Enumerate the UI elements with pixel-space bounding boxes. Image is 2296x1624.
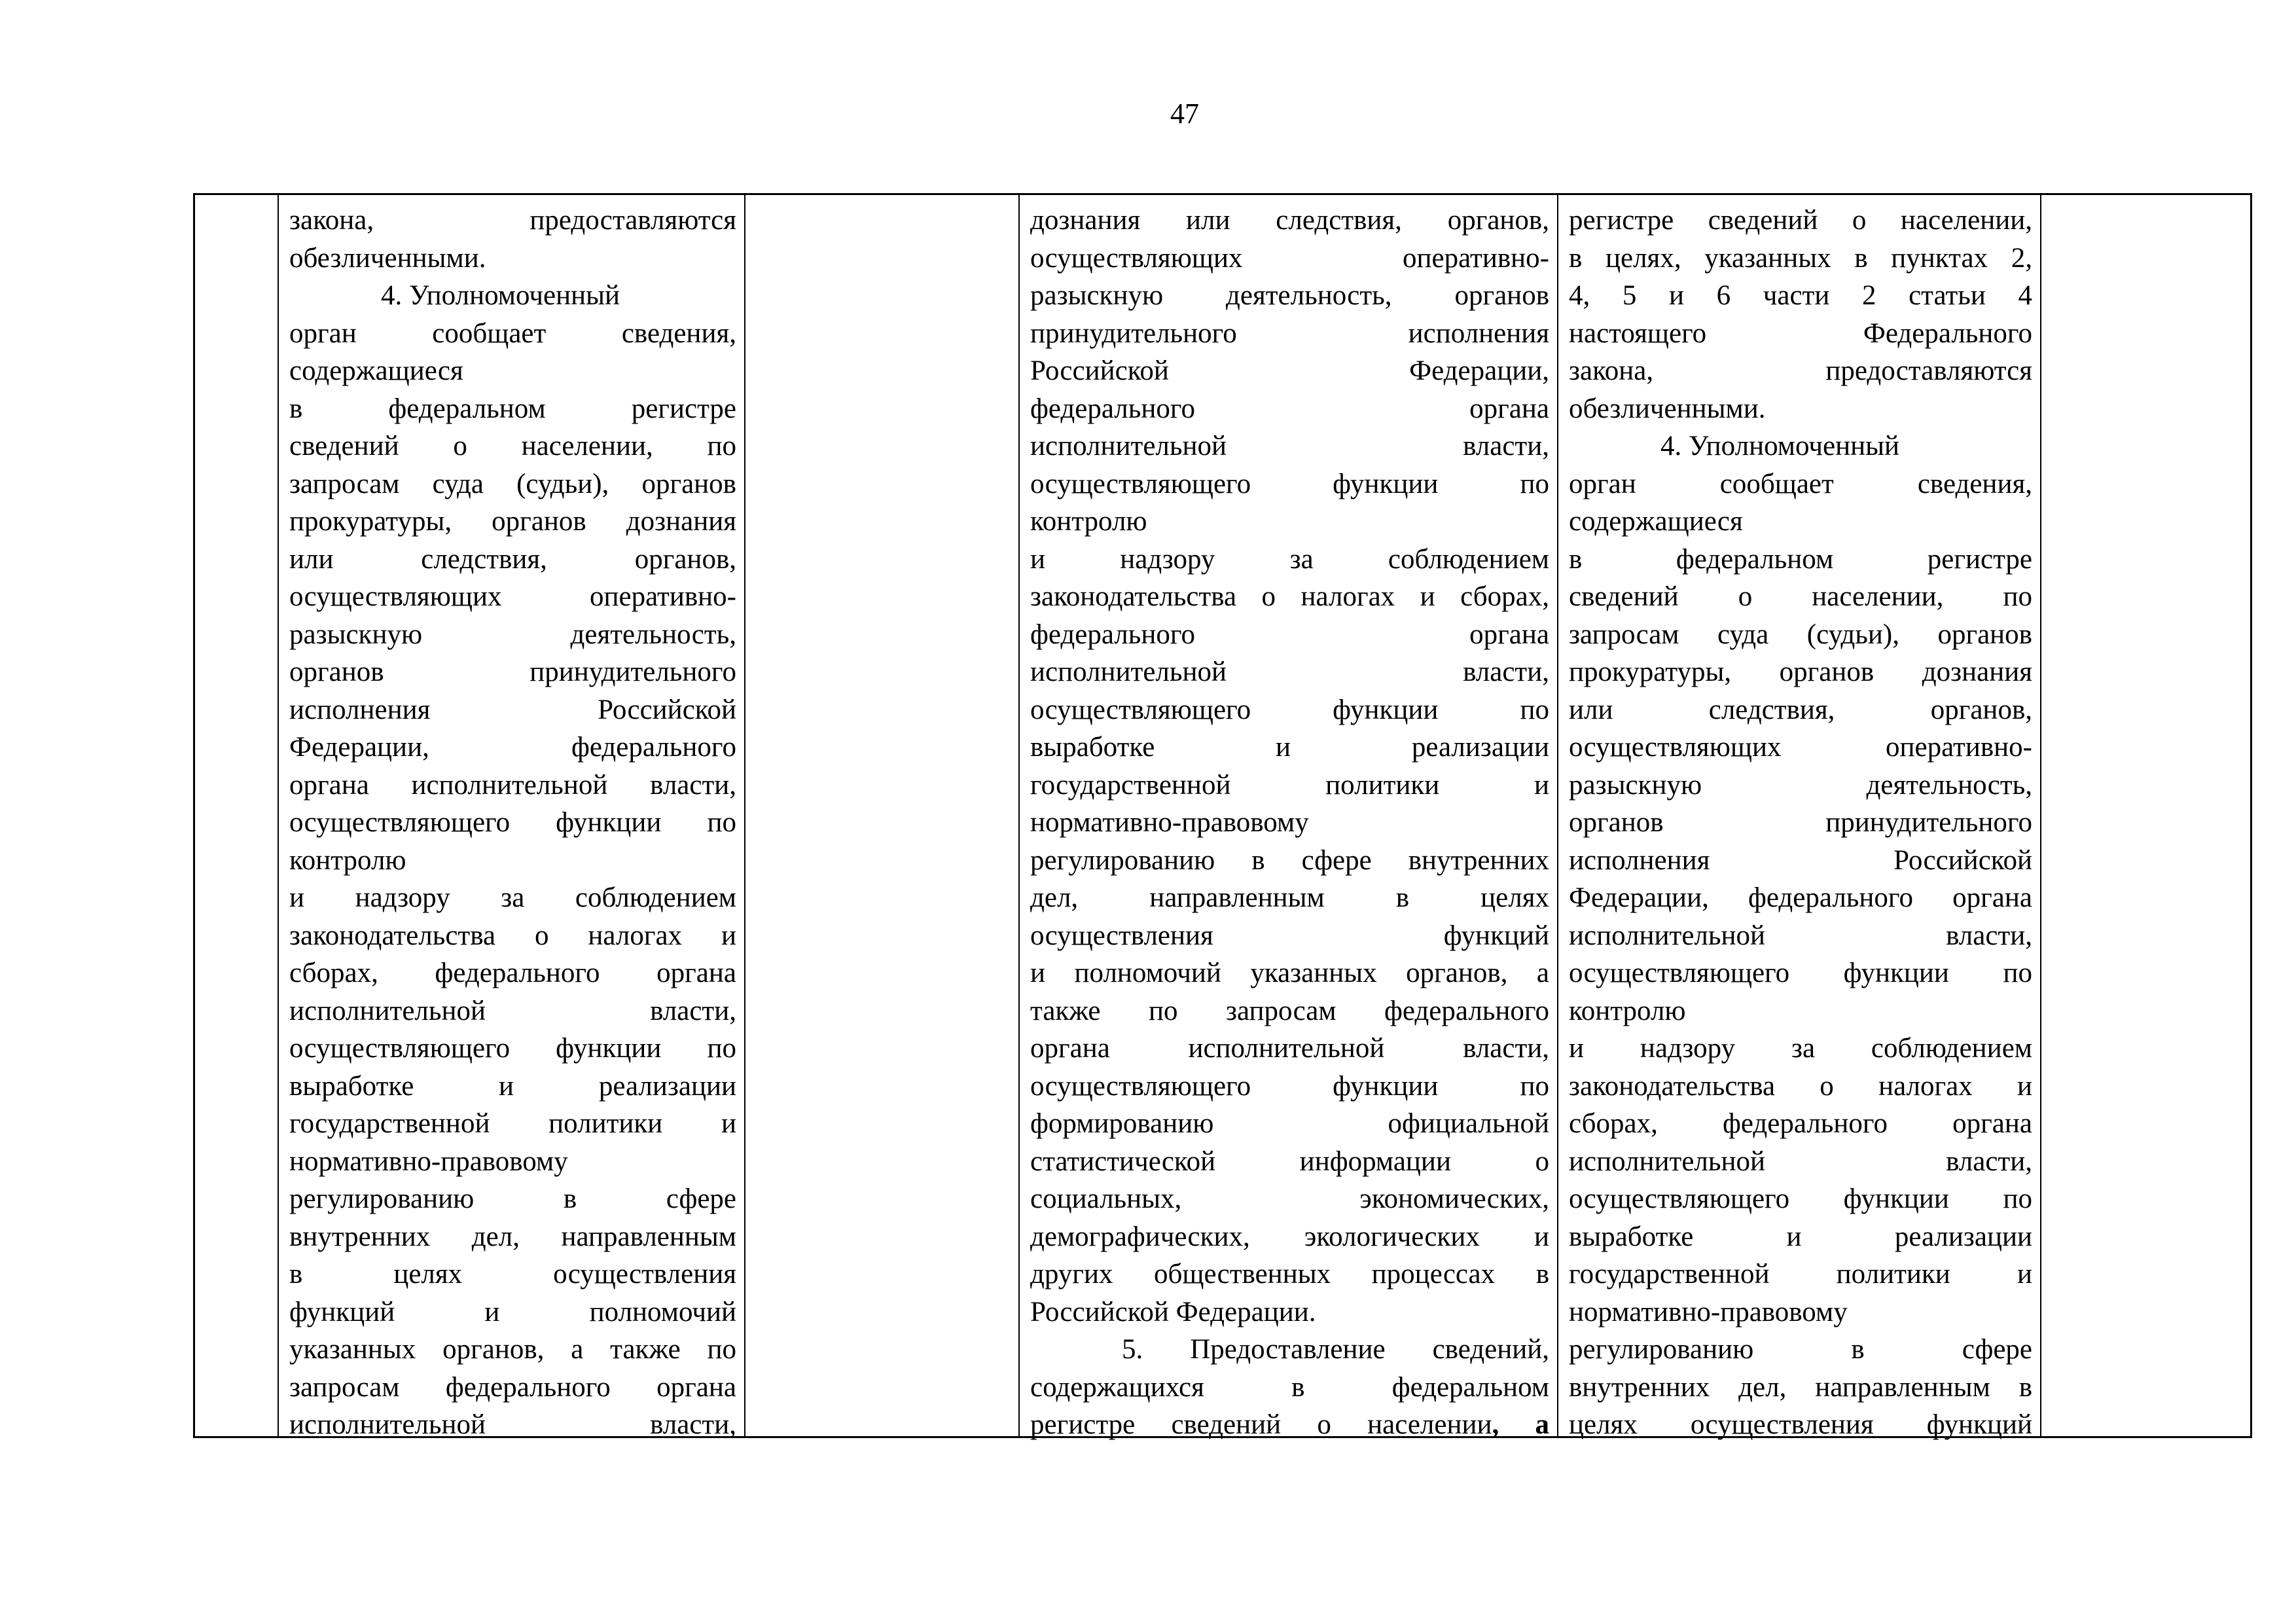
text-line: органов принудительного: [289, 657, 736, 687]
text-line: осуществляющего функции по: [289, 807, 736, 838]
page-number: 47: [1170, 98, 1199, 130]
text-line: прокуратуры, органов дознания: [289, 506, 736, 537]
text-line: орган сообщает сведения,: [289, 317, 736, 349]
text-line: осуществляющих оперативно-: [1030, 242, 1549, 274]
text-line: содержащихся в федеральном: [1030, 1371, 1549, 1403]
table-cell-empty: [745, 195, 1020, 1436]
text-line: 5. Предоставление сведений,: [1122, 1334, 1549, 1365]
table-cell-notes: [2041, 195, 2250, 1436]
text-line: нормативно-правовому: [1569, 1296, 1848, 1327]
text-segment: регистре сведений о населении: [1030, 1409, 1492, 1440]
text-line: осуществляющего функции по: [1030, 694, 1549, 725]
text-line: сведений о населении, по: [1569, 581, 2032, 612]
text-line: исполнительной власти,: [289, 1409, 736, 1440]
text-line: федерального органа: [1030, 619, 1549, 650]
table-cell-current-text: [279, 195, 745, 1440]
text-line: внутренних дел, направленным: [289, 1221, 736, 1252]
text-line: орган сообщает сведения,: [1569, 468, 2032, 499]
text-line: функций и полномочий: [289, 1296, 736, 1327]
text-line: федерального органа: [1030, 393, 1549, 424]
text-line: 4. Уполномоченный: [1660, 431, 1899, 461]
text-line: и надзору за соблюдением: [289, 882, 736, 913]
text-line: государственной политики и: [1569, 1259, 2032, 1290]
text-line: или следствия, органов,: [1569, 694, 2032, 725]
text-line: запросам суда (судьи), органов: [289, 468, 736, 499]
text-line: дел, направленным в целях: [1030, 882, 1549, 913]
text-line: органа исполнительной власти,: [1030, 1033, 1549, 1064]
text-line: запросам федерального органа: [289, 1371, 736, 1403]
text-line: органа исполнительной власти,: [289, 769, 736, 801]
text-line: разыскную деятельность,: [1569, 769, 2032, 801]
text-line: [1030, 1406, 1549, 1444]
text-line: дознания или следствия, органов,: [1030, 205, 1549, 236]
text-line: в федеральном регистре: [289, 393, 736, 424]
text-line: контролю: [1569, 995, 1686, 1026]
text-line: осуществляющих оперативно-: [1569, 732, 2032, 763]
text-line: сведений о населении, по: [289, 431, 736, 461]
bold-text-segment: , а: [1492, 1409, 1549, 1440]
text-line: осуществляющего функции по: [1569, 1183, 2032, 1214]
text-line: социальных, экономических,: [1030, 1183, 1549, 1214]
text-line: статистической информации о: [1030, 1146, 1549, 1177]
text-line: закона, предоставляются: [1569, 355, 2032, 386]
text-line: Российской Федерации,: [1030, 355, 1549, 386]
text-line: целях осуществления функций: [1569, 1409, 2032, 1440]
text-line: сборах, федерального органа: [1569, 1108, 2032, 1139]
text-line: контролю: [289, 844, 406, 876]
text-line: разыскную деятельность, органов: [1030, 280, 1549, 311]
text-line: принудительного исполнения: [1030, 317, 1549, 349]
text-line: осуществляющего функции по: [1030, 468, 1549, 499]
text-line: нормативно-правовому: [1030, 807, 1309, 838]
text-line: других общественных процессах в: [1030, 1259, 1549, 1290]
text-line: регулированию в сфере внутренних: [1030, 844, 1549, 876]
table-cell-revised-text: [1558, 195, 2041, 1440]
text-line: закона, предоставляются: [289, 205, 736, 236]
text-line: осуществляющего функции по: [289, 1033, 736, 1064]
text-line: настоящего Федерального: [1569, 317, 2032, 349]
text-line: обезличенными.: [289, 242, 486, 274]
text-line: Российской Федерации.: [1030, 1296, 1316, 1327]
text-line: органов принудительного: [1569, 807, 2032, 838]
text-line: в федеральном регистре: [1569, 543, 2032, 575]
text-line: исполнительной власти,: [1030, 657, 1549, 687]
text-line: государственной политики и: [1030, 769, 1549, 801]
text-line: осуществляющих оперативно-: [289, 581, 736, 612]
table-cell-number: [195, 195, 279, 1436]
text-line: демографических, экологических и: [1030, 1221, 1549, 1252]
text-line: и надзору за соблюдением: [1569, 1033, 2032, 1064]
text-line: или следствия, органов,: [289, 543, 736, 575]
text-line: внутренних дел, направленным в: [1569, 1371, 2032, 1403]
text-line: разыскную деятельность,: [289, 619, 736, 650]
text-line: обезличенными.: [1569, 393, 1766, 424]
text-line: формированию официальной: [1030, 1108, 1549, 1139]
text-line: регулированию в сфере: [1569, 1334, 2032, 1365]
text-line: прокуратуры, органов дознания: [1569, 657, 2032, 687]
text-line: выработке и реализации: [289, 1070, 736, 1102]
table-cell-proposed-text: [1020, 195, 1558, 1440]
text-line: нормативно-правовому: [289, 1146, 568, 1177]
text-line: осуществляющего функции по: [1030, 1070, 1549, 1102]
text-line: исполнительной власти,: [1569, 920, 2032, 951]
text-line: в целях осуществления: [289, 1259, 736, 1290]
text-line: регистре сведений о населении,: [1569, 205, 2032, 236]
text-line: и полномочий указанных органов, а: [1030, 958, 1549, 988]
text-line: в целях, указанных в пунктах 2,: [1569, 242, 2032, 274]
text-line: осуществляющего функции по: [1569, 958, 2032, 988]
text-line: 4, 5 и 6 части 2 статьи 4: [1569, 280, 2032, 311]
text-line: указанных органов, а также по: [289, 1334, 736, 1365]
text-line: исполнения Российской: [1569, 844, 2032, 876]
text-line: законодательства о налогах и сборах,: [1030, 581, 1549, 612]
text-line: государственной политики и: [289, 1108, 736, 1139]
text-line: осуществления функций: [1030, 920, 1549, 951]
text-line: регулированию в сфере: [289, 1183, 736, 1214]
text-line: исполнительной власти,: [289, 995, 736, 1026]
text-line: также по запросам федерального: [1030, 995, 1549, 1026]
text-line: законодательства о налогах и: [1569, 1070, 2032, 1102]
text-line: исполнительной власти,: [1569, 1146, 2032, 1177]
text-line: содержащиеся: [1569, 506, 1743, 537]
text-line: содержащиеся: [289, 355, 463, 386]
text-line: 4. Уполномоченный: [381, 280, 620, 311]
text-line: запросам суда (судьи), органов: [1569, 619, 2032, 650]
text-line: Федерации, федерального органа: [1569, 882, 2032, 913]
text-line: Федерации, федерального: [289, 732, 736, 763]
text-line: выработке и реализации: [1030, 732, 1549, 763]
text-line: исполнительной власти,: [1030, 431, 1549, 461]
text-line: сборах, федерального органа: [289, 958, 736, 988]
comparison-table: [193, 193, 2252, 1438]
text-line: исполнения Российской: [289, 694, 736, 725]
text-line: выработке и реализации: [1569, 1221, 2032, 1252]
text-line: законодательства о налогах и: [289, 920, 736, 951]
text-line: контролю: [1030, 506, 1147, 537]
text-line: и надзору за соблюдением: [1030, 543, 1549, 575]
